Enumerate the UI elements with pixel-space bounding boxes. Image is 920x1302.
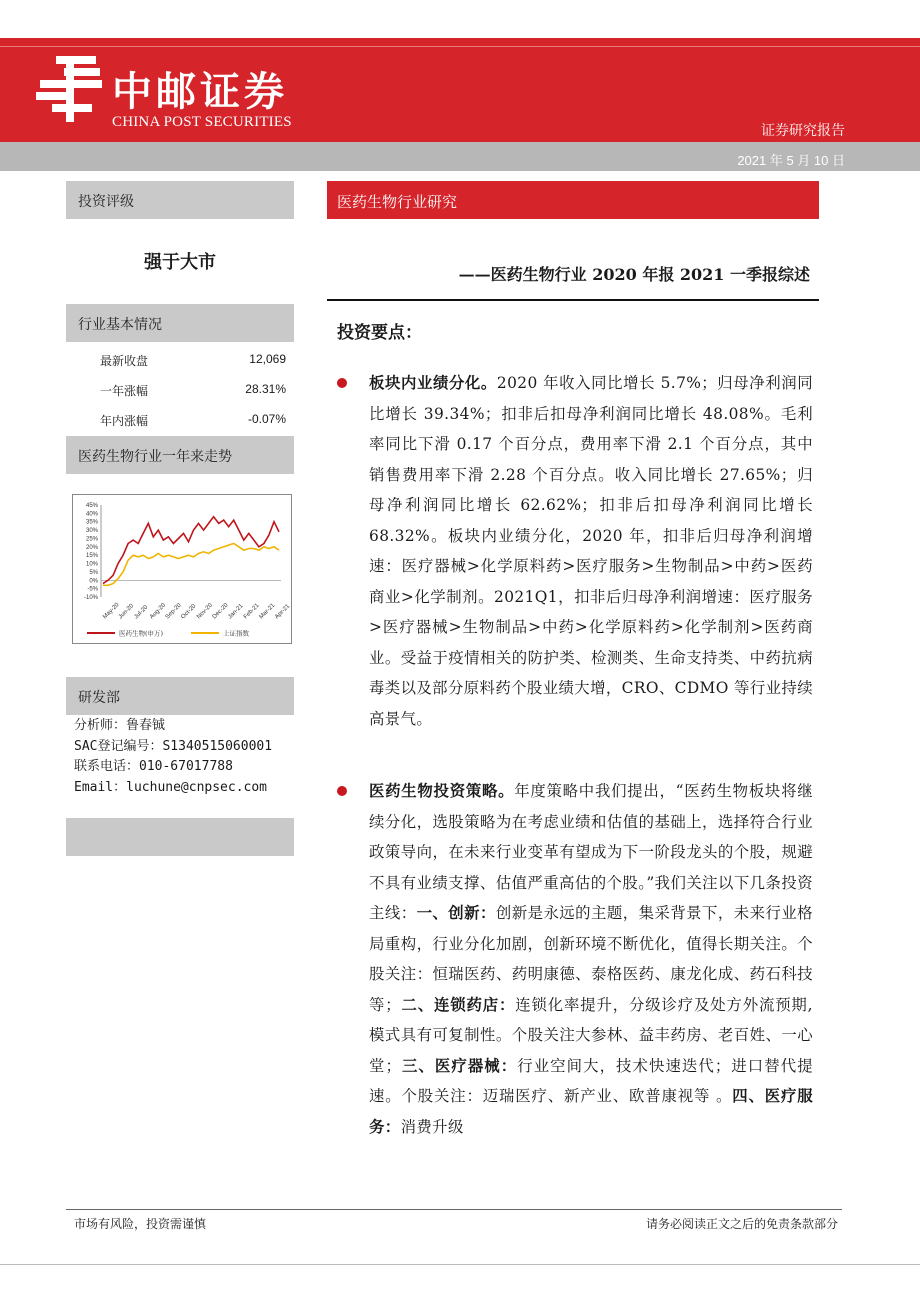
point-strategy	[369, 776, 813, 1142]
brand-name-cn: 中邮证券	[112, 68, 288, 115]
x-tick-label: Jul-20	[133, 604, 150, 621]
y-tick-label: -5%	[87, 586, 98, 593]
rating-value: 强于大市	[144, 252, 216, 273]
y-tick-label: 20%	[85, 544, 98, 551]
rating-label-box	[66, 181, 294, 219]
dept-label-box	[66, 677, 294, 715]
point-body: 2020 年收入同比增长 5.7%；归母净利润同比增长 39.34%；扣非后扣母净利润同比增长 48.08%。毛利率同比下滑 0.17 个百分点，费用率下滑 2.1 个百分点，其中销售费用率下滑 2.28 个百分点。收入同比增长 27.65%；归母净利润同比增长 62.62%；扣非后扣母净利润同比增长 68.32%。板块内业绩分化，2020 年，扣非后归母净利润增速：医疗器械>化学原料药>医疗服务>生物制品>中药>医药商业>化学制剂。2021Q1，扣非后归母净利润增速：医疗服务>医疗器械>生物制品>中药>化学原料药>化学制剂>医药商业。受益于疫情相关的防护类、检测类、生命支持类、中药抗病毒类以及部分原料药个股业绩大增，CRO、CDMO 等行业持续高景气。	[369, 374, 814, 728]
x-tick-label: Jun-20	[117, 603, 136, 621]
point-text: 消费升级	[400, 1117, 464, 1136]
analyst-email[interactable]: Email：luchune@cnpsec.com	[74, 779, 268, 795]
analyst-phone: 联系电话：010-67017788	[74, 759, 233, 774]
y-tick-label: 0%	[89, 578, 98, 585]
point-highlight: 四、医疗服务：	[369, 1087, 813, 1136]
point-lead: 板块内业绩分化。	[369, 374, 497, 392]
y-tick-label: 35%	[85, 519, 98, 526]
stat-row	[100, 406, 290, 436]
disclaimer-note: 请务必阅读正文之后的免责条款部分	[645, 1217, 838, 1231]
series-line-sse	[103, 544, 279, 586]
legend-label-pharma: 医药生物(申万)	[119, 629, 164, 638]
stat-key: 一年涨幅	[100, 384, 149, 398]
trend-label: 医药生物行业一年来走势	[78, 449, 232, 465]
y-tick-label: 15%	[85, 553, 98, 560]
legend-label-sse: 上证指数	[223, 629, 249, 638]
dept-label: 研发部	[78, 690, 120, 706]
stat-key: 年内涨幅	[100, 414, 149, 428]
trend-chart-svg	[73, 495, 291, 643]
report-type: 证券研究报告	[761, 123, 845, 139]
y-tick-label: 10%	[85, 561, 98, 568]
bullet-dot-icon	[337, 378, 347, 388]
brand-name-en: CHINA POST SECURITIES	[112, 114, 292, 130]
subtitle-rule	[327, 299, 819, 301]
point-highlight: 一、创新：	[416, 904, 496, 922]
rating-label: 投资评级	[78, 194, 134, 210]
point-text: 连锁化率提升，分级诊疗及处方外流预期,模式具有可复制性。个股关注大参林、益丰药房、老百姓、一心堂；	[369, 995, 813, 1075]
y-tick-label: 5%	[89, 569, 98, 576]
footer-rule	[66, 1209, 842, 1210]
y-tick-label: 40%	[85, 511, 98, 518]
series-line-pharma	[103, 517, 279, 584]
topic-bar	[327, 181, 819, 219]
stat-row	[100, 346, 290, 376]
point-text: 年度策略中我们提出，“医药生物板块将继续分化，选股策略为在考虑业绩和估值的基础上，选择符合行业政策导向，在未来行业变革有望成为下一阶段龙头的个股，规避不具有业绩支撑、估值严重高估的个股。”我们关注以下几条投资主线：	[369, 782, 813, 922]
y-tick-label: -10%	[83, 595, 98, 601]
stat-key: 最新收盘	[100, 354, 149, 368]
y-tick-label: 30%	[85, 528, 98, 535]
y-tick-label: 25%	[85, 536, 98, 543]
stat-value: -0.07%	[247, 412, 286, 426]
industry-label: 行业基本情况	[78, 317, 162, 333]
trend-label-box	[66, 436, 294, 474]
stat-value: 12,069	[249, 352, 286, 366]
x-tick-label: Dec-20	[211, 602, 230, 621]
x-tick-label: Apr-21	[274, 603, 291, 621]
section-title: 投资要点：	[337, 323, 422, 343]
point-highlight: 三、医疗器械：	[401, 1056, 518, 1075]
topic-title: 医药生物行业研究	[337, 193, 458, 211]
report-date: 2021 年 5 月 10 日	[737, 153, 845, 168]
stat-row	[100, 376, 290, 406]
analyst-sac: SAC登记编号：S1340515060001	[74, 738, 273, 754]
point-highlight: 二、连锁药店：	[401, 995, 516, 1014]
y-tick-label: 45%	[85, 503, 98, 509]
report-subtitle: ——医药生物行业 2020 年报 2021 一季报综述	[458, 265, 810, 284]
x-tick-label: Mar-21	[258, 602, 277, 621]
header-band	[0, 38, 920, 142]
point-text: 创新是永远的主题，集采背景下，未来行业格局重构，行业分化加剧，创新环境不断优化，值得长期关注。个股关注：恒瑞医药、药明康德、泰格医药、康龙化成、药石科技等；	[369, 904, 813, 1014]
point-text: 行业空间大，技术快速迭代；进口替代提速。个股关注：迈瑞医疗、新产业、欧普康视等 。	[369, 1056, 813, 1105]
industry-label-box	[66, 304, 294, 342]
industry-stats	[100, 346, 290, 436]
blank-side-box	[66, 818, 294, 856]
x-tick-label: Nov-20	[195, 602, 214, 621]
point-performance	[369, 368, 813, 734]
analyst-name: 分析师：鲁春铖	[74, 718, 166, 733]
x-tick-label: Aug-20	[149, 602, 168, 621]
china-post-logo-icon	[36, 56, 106, 122]
bottom-rule	[0, 1264, 920, 1265]
x-tick-label: Jan-21	[227, 603, 245, 621]
x-tick-label: May-20	[102, 602, 121, 621]
header-rule	[0, 46, 920, 47]
trend-chart	[72, 494, 292, 644]
date-band	[0, 142, 920, 171]
x-tick-label: Feb-21	[242, 602, 261, 621]
risk-note: 市场有风险，投资需谨慎	[74, 1217, 207, 1231]
x-tick-label: Oct-20	[180, 603, 198, 621]
x-tick-label: Sep-20	[164, 602, 183, 621]
bullet-dot-icon	[337, 786, 347, 796]
analyst-info	[74, 716, 272, 798]
stat-value: 28.31%	[245, 382, 286, 396]
point-lead: 医药生物投资策略。	[369, 782, 515, 800]
